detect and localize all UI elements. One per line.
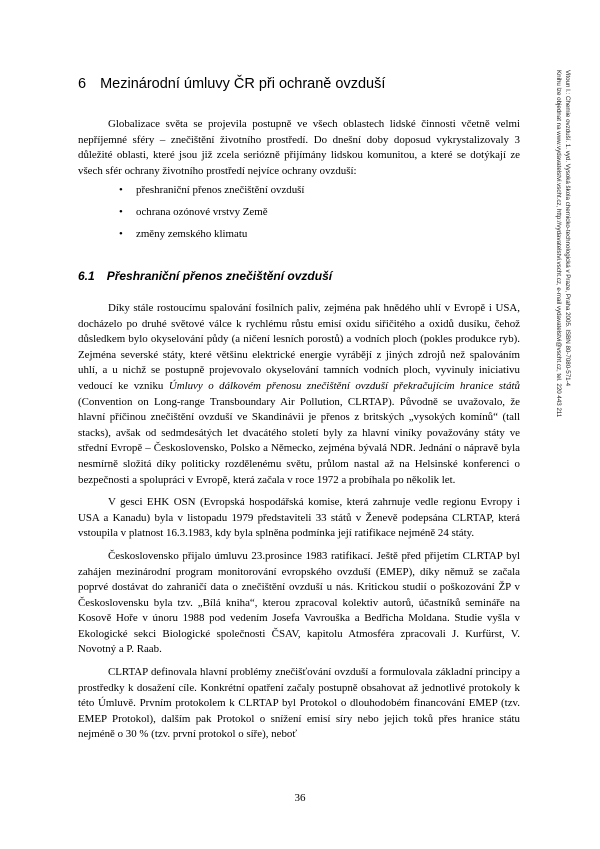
page-number: 36 [294,792,306,804]
bullet-list [120,183,304,249]
section-body [78,301,520,750]
bullet-icon: • [119,184,123,196]
paragraph: Československo přijalo úmluvu 23.prosince 1983 ratifikací. Ještě před přijetím CLRTAP byl zahájen mezinárodní program monitorování evropského ovzduší (EMEP), díky němuž se začala poprvé dostávat do zahraničí data o znečištění ovzduší u nás. Kritickou studií o poškozování ŽP v Československu byla tzv. „Bílá kniha“, kterou zpracoval kolektiv autorů, účastníků semináře na Kosově Hoře v únoru 1988 pod vedením Josefa Vavrouška a Bedřicha Moldana. Studie vyšla v Ekologické sekci Biologické společnosti ČSAV, kapitolu Atmosféra zpracovali J. Kurfürst, V. Novotný a P. Raab. [78,549,520,656]
list-item: • změny zemského klimatu [120,227,304,249]
paragraph: V gesci EHK OSN (Evropská hospodářská komise, která zahrnuje vedle regionu Evropy i USA a Kanadu) byla v listopadu 1979 představiteli 33 států v Ženevě podepsána CLRTAP, která vstoupila v platnost 16.3.1983, kdy byla splněna podmínka její ratifikace nejméně 24 státy. [78,496,520,540]
side-note-line: Vitoun I.: Chemie ovzduší. 1. vyd. Vysoká škola chemicko-technologická v Praze, Praha 2005. ISBN 80-7080-571-4 [564,70,571,387]
paragraph: CLRTAP definovala hlavní problémy znečišťování ovzduší a formulovala základní principy a prostředky k dosažení cíle. Konkrétní opatření začaly postupně obsahovat až jednotlivé protokoly k této Úmluvě. Prvním protokolem k CLRTAP byl Protokol o dlouhodobém financování EMEP (tzv. EMEP Protokol), dalším pak Protokol o snížení emisí síry nebo jejich toků přes hranice státu nejméně o 30 % (tzv. první protokol o síře), neboť [78,666,520,741]
list-item: • ochrana ozónové vrstvy Země [120,205,304,227]
chapter-title: Mezinárodní úmluvy ČR při ochraně ovzduší [100,76,386,92]
convention-title: Úmluvy o dálkovém přenosu znečištění ovzduší překračujícím hranice států [168,379,520,392]
chapter-number: 6 [78,76,87,92]
intro-paragraph: Globalizace světa se projevila postupně ve všech oblastech lidské činnosti včetně velmi nepříjemné sféry – znečištění životního prostředí. Do dnešní doby doposud vykrystalizovaly 3 důležité oblasti, které jsou již zcela seriózně přijímány lidskou komunitou, a které se dotýkají ze všech sfér ochrany životního prostředí nejvíce ochrany ovzduší: [78,118,520,177]
section-number: 6.1 [78,269,95,283]
list-item: • přeshraniční přenos znečištění ovzduší [120,183,304,205]
section-title: Přeshraniční přenos znečištění ovzduší [106,269,333,283]
intro-section [78,117,520,186]
bullet-icon: • [119,206,123,218]
side-note-line: Knihu lze objednat na www.vydavatelstvi.vscht.cz, http://vydavatelstvi.vscht.cz, e-mail vydavatelstvi@vscht.cz, tel. 220 443 211 [555,70,563,418]
section-heading [78,269,332,283]
chapter-heading [78,76,385,92]
bullet-icon: • [119,228,123,240]
paragraph: Díky stále rostoucímu spalování fosilních paliv, zejména pak hnědého uhlí v Evropě i USA, docházelo po druhé světové válce k rychlému růstu emisí oxidu siřičitého a oxidů dusíku, čehož důsledkem bylo okyselování půdy (a ničení lesních porostů) a vodních ploch (pokles produkce ryb). Zejména severské státy, které většinu elektrické energie vyrábějí z jiných zdrojů než spalováním uhlí, a u nichž se postupně projevovalo okyselování tamních vodních ploch, vyvinuly iniciativu vedoucí ke vzniku Úmluvy o dálkovém přenosu znečištění ovzduší překračujícím hranice států (Convention on Long-range Transboundary Air Pollution, CLRTAP). Původně se uvažovalo, že hlavní příčinou znečištění ovzduší ve Skandinávii je přenos z britských „vysokých komínů“ (tall stacks), avšak od sedmdesátých let dvacátého století byly za hlavní viníky považovány státy ve střední Evropě – Československo, Polsko a Německo, zejména bývalá NDR. Jednání o nápravě byla nesmírně složitá díky politicky rozdělenému světu, průlom nastal až na Helsinské konferenci o bezpečnosti a spolupráci v Evropě, která začala v roce 1972 a probíhala po několik let. [78,302,520,486]
side-note [554,70,571,417]
